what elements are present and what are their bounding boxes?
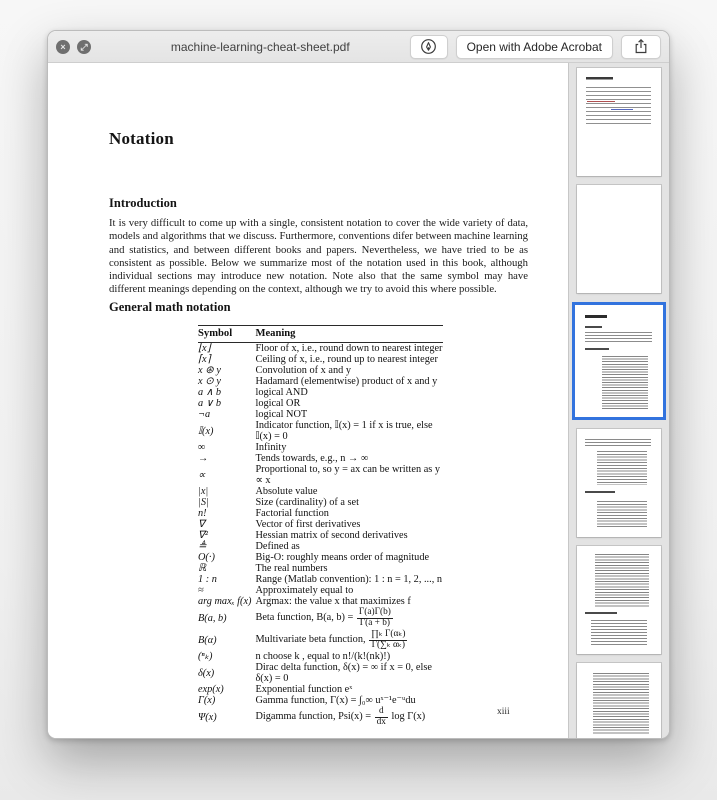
symbol-cell: ∇ (198, 519, 205, 530)
notation-table (198, 325, 443, 728)
table-row (198, 420, 443, 442)
open-with-adobe-acrobat-button[interactable]: Open with Adobe Acrobat (456, 35, 613, 59)
meaning-cell: Ceiling of x, i.e., round up to nearest integer (255, 354, 438, 365)
table-row (198, 453, 443, 464)
symbol-cell: (ⁿₖ) (198, 651, 213, 662)
meaning-cell: Big-O: roughly means order of magnitude (255, 552, 430, 563)
meaning-cell: Convolution of x and y (255, 365, 351, 376)
intro-paragraph: It is very difficult to come up with a single, consistent notation to cover the wide variety of data, models and algorithms that we discuss. Furthermore, conventions difer between machine learning and statistics, and between different books and papers. Nevertheless, we have tried to be as consistent as possible. Below we summarize most of the notation used in this book, although individual sections may introduce new notation. Note also that the same symbol may have different meanings depending on the context, although we try to avoid this where possible. (109, 217, 528, 296)
intro-heading: Introduction (109, 196, 177, 210)
symbol-cell: |x| (198, 486, 209, 497)
table-row (198, 508, 443, 519)
table-row (198, 596, 443, 607)
table-row (198, 486, 443, 497)
meaning-cell: Infinity (255, 442, 287, 453)
meaning-cell (255, 629, 443, 651)
column-header-meaning: Meaning (255, 326, 443, 343)
close-button[interactable]: × (56, 40, 70, 54)
symbol-cell: a ∨ b (198, 398, 221, 409)
symbol-cell: ℝ (198, 563, 207, 574)
symbol-cell: ¬a (198, 409, 211, 420)
symbol-cell: arg maxₓ f(x) (198, 596, 252, 607)
table-row (198, 541, 443, 552)
symbol-cell: x ⊙ y (198, 376, 221, 387)
meaning-cell: Factorial function (255, 508, 329, 519)
table-row (198, 607, 443, 629)
page-number: xiii (497, 707, 510, 717)
symbol-cell: ⌈x⌉ (198, 354, 211, 365)
symbol-cell: B(α) (198, 634, 217, 646)
markup-pen-icon (420, 38, 437, 55)
page-thumbnail[interactable] (577, 68, 661, 176)
meaning-cell: Vector of first derivatives (255, 519, 361, 530)
thumbnail-sidebar (568, 63, 669, 738)
meaning-cell: Size (cardinality) of a set (255, 497, 359, 508)
table-row (198, 695, 443, 706)
meaning-cell: n choose k , equal to n!/(k!(nk)!) (255, 651, 391, 662)
window-title: machine-learning-cheat-sheet.pdf (170, 39, 350, 54)
title-bar (48, 31, 669, 63)
symbol-cell: ≈ (198, 585, 204, 596)
window-controls (56, 40, 91, 54)
symbol-cell: x ⊛ y (198, 365, 221, 376)
meaning-cell: Tends towards, e.g., n → ∞ (255, 453, 369, 464)
symbol-cell: ⌊x⌋ (198, 343, 211, 354)
table-row (198, 365, 443, 376)
table-row (198, 354, 443, 365)
page-thumbnail[interactable] (577, 185, 661, 293)
meaning-cell (255, 706, 443, 728)
symbol-cell: exp(x) (198, 684, 224, 695)
share-button[interactable] (621, 35, 661, 59)
meaning-cell: Approximately equal to (255, 585, 354, 596)
meaning-cell: logical NOT (255, 409, 308, 420)
meaning-cell: logical AND (255, 387, 308, 398)
window-content (48, 63, 669, 738)
table-row (198, 442, 443, 453)
symbol-cell: ≜ (198, 541, 207, 552)
symbol-cell: a ∧ b (198, 387, 221, 398)
symbol-cell: 𝕀(x) (198, 425, 214, 437)
table-row (198, 530, 443, 541)
symbol-cell: |S| (198, 497, 209, 508)
symbol-cell: δ(x) (198, 667, 215, 679)
table-row (198, 651, 443, 662)
table-row (198, 662, 443, 684)
page-thumbnail[interactable] (577, 429, 661, 537)
table-row (198, 497, 443, 508)
symbol-cell: ∝ (198, 469, 206, 481)
table-row (198, 343, 443, 355)
meaning-cell: Defined as (255, 541, 300, 552)
table-row (198, 464, 443, 486)
table-row (198, 585, 443, 596)
symbol-cell: 1 : n (198, 574, 217, 585)
toolbar-buttons (410, 35, 661, 59)
meaning-cell: The real numbers (255, 563, 328, 574)
table-row (198, 519, 443, 530)
fraction-expression: Digamma function, Psi(x) = $\frac{d}{dx}$ log Γ(x) (255, 706, 426, 727)
table-row (198, 387, 443, 398)
symbol-cell: n! (198, 508, 207, 519)
meaning-cell: logical OR (255, 398, 301, 409)
meaning-cell: Absolute value (255, 486, 318, 497)
symbol-cell: Ψ(x) (198, 711, 217, 723)
meaning-cell: Hessian matrix of second derivatives (255, 530, 408, 541)
markup-button[interactable] (410, 35, 448, 59)
table-row (198, 706, 443, 728)
meaning-cell: Exponential function eˣ (255, 684, 353, 695)
meaning-cell: Gamma function, Γ(x) = ∫₀∞ uˣ⁻¹e⁻ᵘdu (255, 695, 416, 706)
symbol-cell: Γ(x) (198, 695, 216, 706)
page-thumbnail[interactable] (577, 307, 661, 415)
meaning-cell: Dirac delta function, δ(x) = ∞ if x = 0, else δ(x) = 0 (255, 662, 432, 684)
meaning-cell: Range (Matlab convention): 1 : n = 1, 2, ..., n (255, 574, 442, 585)
table-row (198, 574, 443, 585)
table-row (198, 376, 443, 387)
table-row (198, 563, 443, 574)
page-title: Notation (109, 129, 174, 148)
symbol-cell: B(a, b) (198, 612, 227, 624)
column-header-symbol: Symbol (198, 326, 255, 343)
fraction-expression: Multivariate beta function, $\frac{\text{∏ₖ Γ(αₖ)}}{\text{Γ(∑ₖ αₖ)}}$ (255, 629, 406, 650)
meaning-cell (255, 607, 443, 629)
share-icon (633, 38, 649, 55)
quicklook-window (47, 30, 670, 739)
symbol-cell: ∇² (198, 530, 208, 541)
table-row (198, 629, 443, 651)
table-row (198, 409, 443, 420)
table-row (198, 398, 443, 409)
table-row (198, 684, 443, 695)
meaning-cell: Argmax: the value x that maximizes f (255, 596, 411, 607)
symbol-cell: ∞ (198, 442, 206, 453)
meaning-cell: Floor of x, i.e., round down to nearest integer (255, 343, 443, 354)
symbol-cell: O(·) (198, 552, 215, 563)
meaning-cell: Indicator function, 𝕀(x) = 1 if x is true, else 𝕀(x) = 0 (255, 420, 433, 442)
meaning-cell: Proportional to, so y = ax can be written as y ∝ x (255, 464, 440, 486)
page-thumbnail[interactable] (577, 546, 661, 654)
table-row (198, 552, 443, 563)
symbol-cell: → (198, 453, 209, 464)
fraction-expression: Beta function, B(a, b) = $\frac{\Gamma(a)\Gamma(b)}{\Gamma(a + b)}$ (255, 607, 391, 628)
table-heading: General math notation (109, 300, 231, 314)
page-thumbnail[interactable] (577, 663, 661, 738)
pdf-page (48, 63, 568, 738)
expand-button[interactable]: ⤢ (77, 40, 91, 54)
meaning-cell: Hadamard (elementwise) product of x and y (255, 376, 438, 387)
